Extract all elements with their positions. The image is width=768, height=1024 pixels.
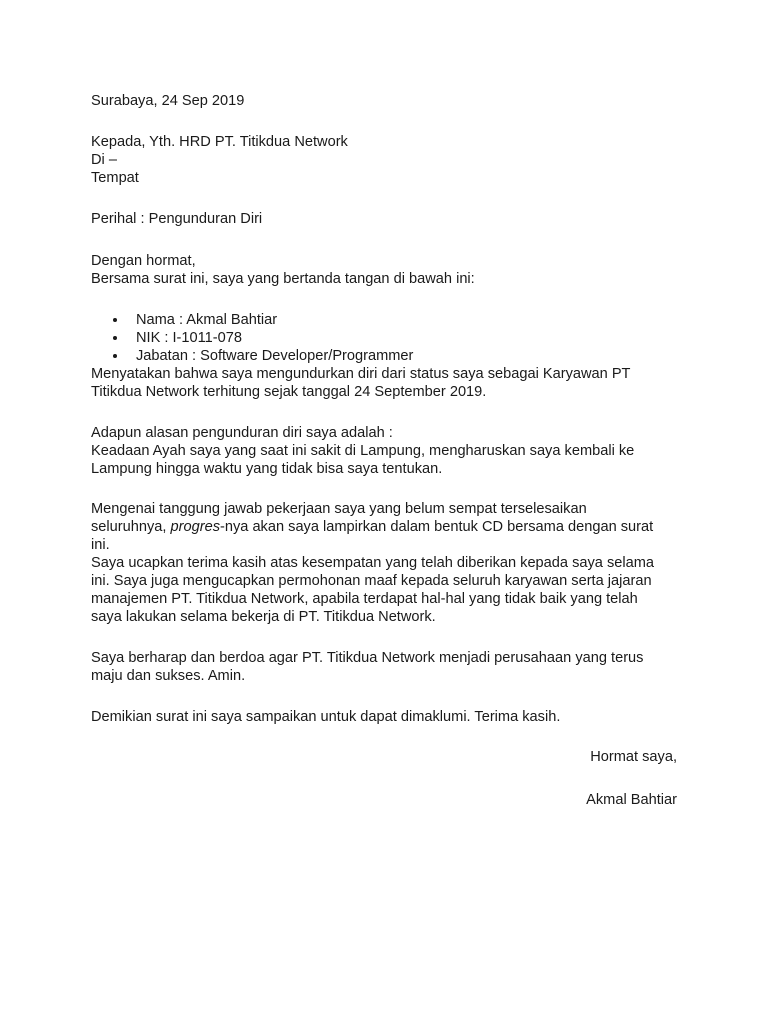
text-run: seluruhnya, [91,519,171,535]
paragraph-line: Lampung hingga waktu yang tidak bisa saya tentukan. [91,461,443,477]
employee-details-list [113,311,413,365]
recipient-block [91,133,681,187]
paragraph-line: manajemen PT. Titikdua Network, apabila terdapat hal-hal yang tidak baik yang telah [91,591,638,607]
paragraph-line: maju dan sukses. Amin. [91,668,246,684]
recipient-line: Tempat [91,170,139,186]
paragraph-line: Saya berharap dan berdoa agar PT. Titikdua Network menjadi perusahaan yang terus [91,650,644,666]
paragraph-line [91,518,681,536]
closing-paragraph: Demikian surat ini saya sampaikan untuk dapat dimaklumi. Terima kasih. [91,709,561,725]
list-item: NIK : I-1011-078 [113,329,413,347]
list-item: Jabatan : Software Developer/Programmer [113,347,413,365]
hope-paragraph [91,649,681,685]
place-date: Surabaya, 24 Sep 2019 [91,93,245,109]
paragraph-line: Saya ucapkan terima kasih atas kesempatan yang telah diberikan kepada saya selama [91,555,655,571]
reason-paragraph [91,424,681,478]
recipient-line: Di – [91,152,117,168]
paragraph-line: Mengenai tanggung jawab pekerjaan saya yang belum sempat terselesaikan [91,501,587,517]
paragraph-line: Menyatakan bahwa saya mengundurkan diri dari status saya sebagai Karyawan PT [91,366,631,382]
opening-block [91,252,681,288]
subject-line: Perihal : Pengunduran Diri [91,211,263,227]
signature-name: Akmal Bahtiar [586,792,677,808]
recipient-line: Kepada, Yth. HRD PT. Titikdua Network [91,134,348,150]
greeting: Dengan hormat, [91,253,196,269]
intro-text: Bersama surat ini, saya yang bertanda tangan di bawah ini: [91,271,475,287]
list-item: Nama : Akmal Bahtiar [113,311,413,329]
statement-paragraph [91,365,681,401]
paragraph-line: ini. Saya juga mengucapkan permohonan maaf kepada seluruh karyawan serta jajaran [91,573,652,589]
paragraph-line: Titikdua Network terhitung sejak tanggal 24 September 2019. [91,384,487,400]
reason-heading: Adapun alasan pengunduran diri saya adalah : [91,425,393,441]
responsibility-paragraph [91,500,681,626]
paragraph-line: saya lakukan selama bekerja di PT. Titikdua Network. [91,609,436,625]
sign-off: Hormat saya, [590,749,677,765]
italic-term: progres [170,519,220,535]
text-run: -nya akan saya lampirkan dalam bentuk CD bersama dengan surat [220,519,654,535]
paragraph-line: ini. [91,537,110,553]
paragraph-line: Keadaan Ayah saya yang saat ini sakit di Lampung, mengharuskan saya kembali ke [91,443,635,459]
